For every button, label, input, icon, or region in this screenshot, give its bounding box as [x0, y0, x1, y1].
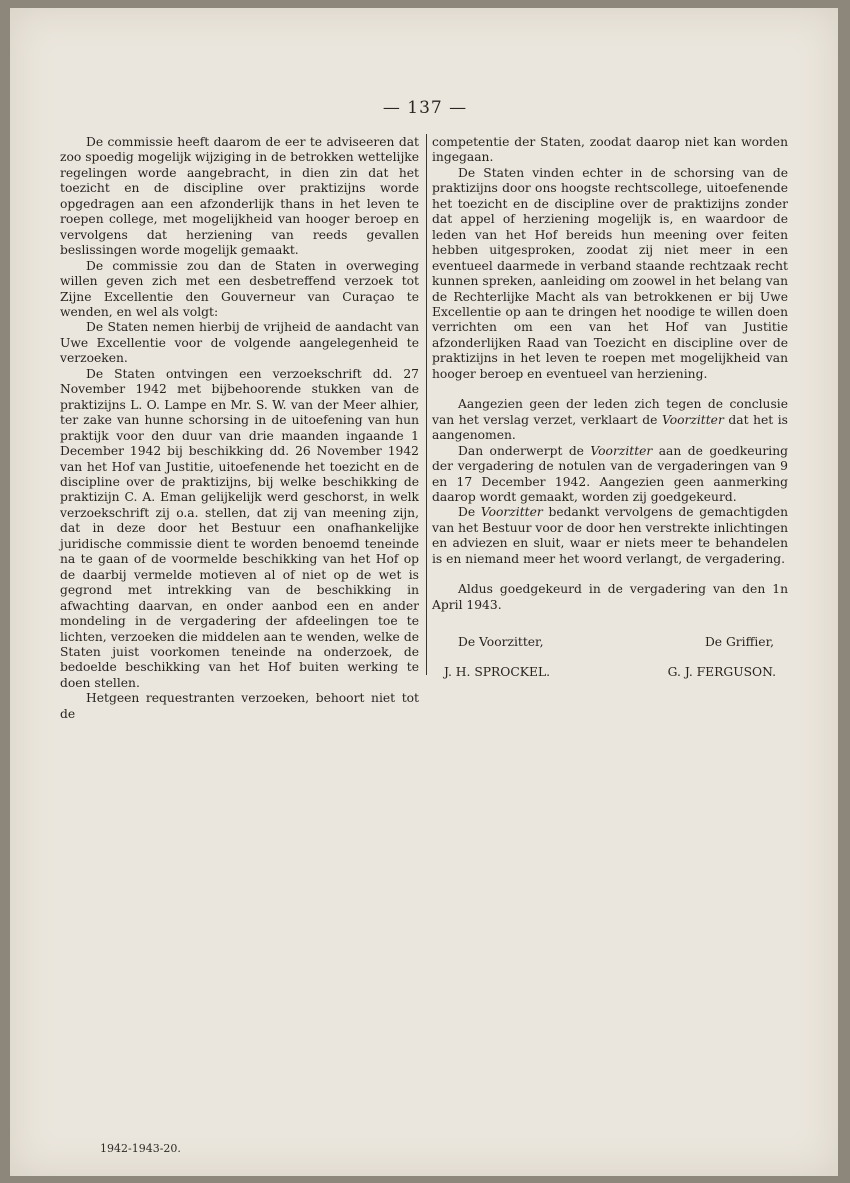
- paragraph: De commissie heeft daarom de eer te adviseeren dat zoo spoedig mogelijk wijziging in de betrokken wettelijke regelingen worde aangebracht, in dien zin dat het toezicht en de discipline over praktizijns worde opgedragen aan een afzonderlijk thans in het leven te roepen college, met mogelijkheid van hooger beroep en vervolgens dat herziening van reeds gevallen beslissingen worde mogelijk gemaakt.: [60, 135, 419, 258]
- paragraph: Dan onderwerpt de Voorzitter aan de goedkeuring der vergadering de notulen van de vergaderingen van 9 en 17 December 1942. Aangezien geen aanmerking daarop wordt gemaakt, worden zij goedgekeurd.: [432, 443, 788, 504]
- paragraph: De Staten ontvingen een verzoekschrift dd. 27 November 1942 met bijbehoorende stukken van de praktizijns L. O. Lampe en Mr. S. W. van der Meer alhier, ter zake van hunne schorsing in de uitoefening van hun praktijk voor den duur van drie maanden ingaande 1 December 1942 bij beschikking dd. 26 November 1942 van het Hof van Justitie, uitoefenende het toezicht en de discipline over de praktizijns, bij welke beschikking de praktizijn C. A. Eman gelijkelijk werd geschorst, in welk verzoekschrift zij o.a. stellen, dat zij van meening zijn, dat in deze door het Bestuur een onafhankelijke juridische commissie dient te worden benoemd teneinde na te gaan of de voormelde beschikking van het Hof op de daarbij vermelde motieven al of niet op de wet is gegrond met intrekking van de beschikking in afwachting daarvan, en onder aanbod een en ander mondeling in de vergadering der afdeelingen toe te lichten, verzoeken die middelen aan te wenden, welke de Staten juist voorkomen teneinde na onderzoek, de bedoelde beschikking van het Hof buiten werking te doen stellen.: [60, 366, 419, 690]
- paragraph: De Staten nemen hierbij de vrijheid de aandacht van Uwe Excellentie voor de volgende aangelegenheid te verzoeken.: [60, 320, 419, 366]
- signature-names: [432, 665, 788, 680]
- paragraph: Hetgeen requestranten verzoeken, behoort niet tot de: [60, 691, 419, 721]
- footer-code: 1942-1943-20.: [100, 1142, 181, 1155]
- paragraph: De Staten vinden echter in de schorsing van de praktizijns door ons hoogste rechtscollege, uitoefenende het toezicht en de discipline over de praktizijns zonder dat appel of herziening mogelijk is, en waardoor de leden van het Hof bereids hun meening over feiten hebben uitgesproken, zoodat zij niet meer in een eventueel daarmede in verband staande rechtzaak recht kunnen spreken, aanleiding om zoowel in het belang van de Rechterlijke Macht als van betrokkenen er bij Uwe Excellentie op aan te dringen het noodige te willen doen verrichten om een van het Hof van Justitie afzonderlijken Raad van Toezicht en discipline over de praktizijns in het leven te roepen met mogelijkheid van hooger beroep en eventueel van herziening.: [432, 165, 788, 381]
- paragraph: Aangezien geen der leden zich tegen de conclusie van het verslag verzet, verklaart de Voorzitter dat het is aangenomen.: [432, 397, 788, 443]
- left-column: [60, 135, 419, 722]
- clerk-name: G. J. FERGUSON.: [667, 664, 776, 679]
- paragraph: competentie der Staten, zoodat daarop niet kan worden ingegaan.: [432, 135, 788, 165]
- paragraph: De commissie zou dan de Staten in overweging willen geven zich met een desbetreffend verzoek tot Zijne Excellentie den Gouverneur van Curaçao te wenden, en wel als volgt:: [60, 258, 419, 319]
- clerk-title: De Griffier,: [704, 635, 774, 650]
- chair-title: De Voorzitter,: [458, 635, 544, 650]
- chair-name: J. H. SPROCKEL.: [444, 664, 551, 679]
- column-divider: [426, 134, 427, 675]
- right-column: [432, 135, 788, 680]
- page-number: — 137 —: [382, 98, 468, 118]
- paragraph: De Voorzitter bedankt vervolgens de gemachtigden van het Bestuur voor de door hen verstrekte inlichtingen en adviezen en sluit, waar er niets meer te behandelen is en niemand meer het woord verlangt, de vergadering.: [432, 505, 789, 566]
- signature-titles: [432, 635, 788, 650]
- paragraph: Aldus goedgekeurd in de vergadering van den 1n April 1943.: [432, 582, 788, 612]
